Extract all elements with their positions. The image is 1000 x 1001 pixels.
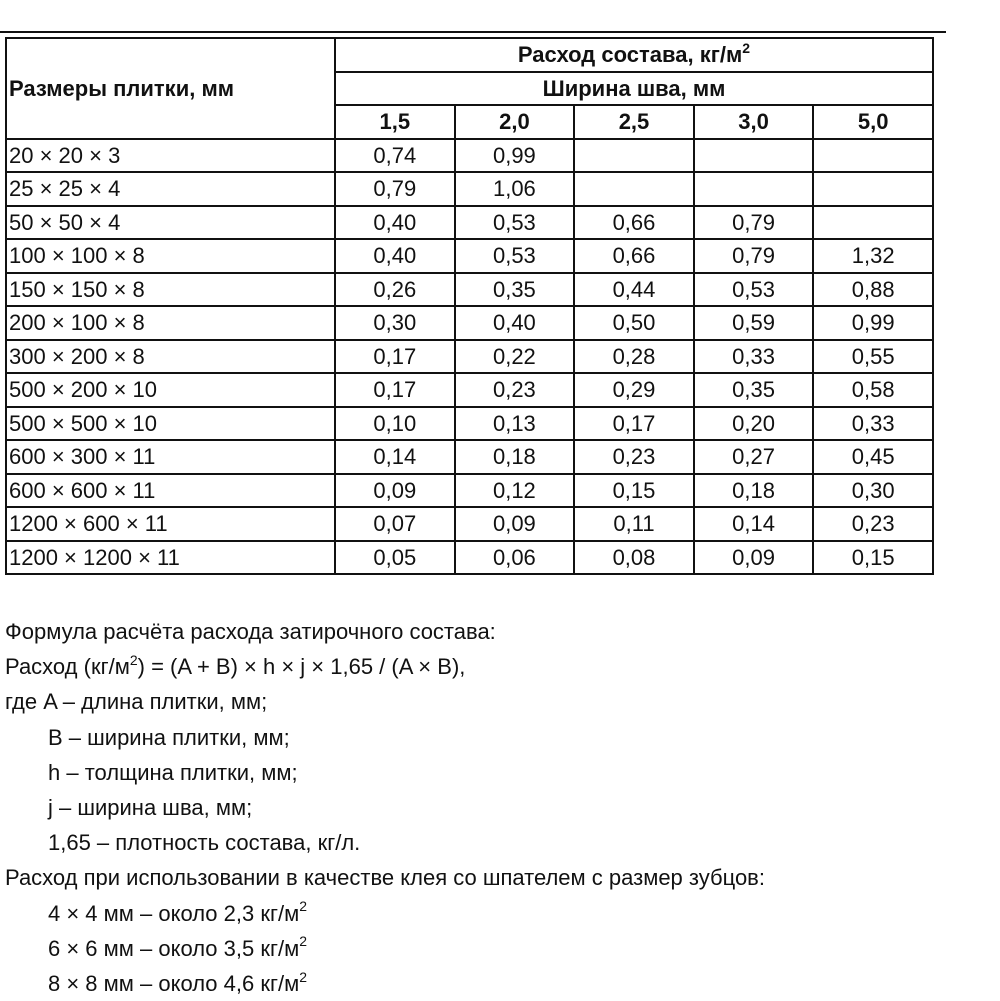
consumption-value-cell: 0,14 [694, 507, 814, 541]
consumption-value-cell: 0,15 [574, 474, 694, 508]
consumption-header-sup: 2 [742, 40, 750, 56]
consumption-value-cell: 0,23 [574, 440, 694, 474]
notes-block [5, 614, 965, 1001]
top-rule [0, 31, 946, 33]
consumption-value-cell: 0,17 [335, 340, 455, 374]
definition-h: h – толщина плитки, мм; [5, 755, 965, 790]
consumption-value-cell: 0,11 [574, 507, 694, 541]
tile-size-cell: 1200 × 1200 × 11 [6, 541, 335, 575]
tile-size-header [6, 38, 335, 139]
consumption-value-cell [694, 139, 814, 173]
tile-size-cell: 300 × 200 × 8 [6, 340, 335, 374]
consumption-value-cell [813, 206, 933, 240]
table-row [6, 206, 933, 240]
joint-width-header: Ширина шва, мм [335, 72, 933, 106]
definition-density: 1,65 – плотность состава, кг/л. [5, 825, 965, 860]
adhesive-list [5, 896, 965, 1001]
table-row [6, 239, 933, 273]
consumption-value-cell: 0,35 [694, 373, 814, 407]
formula-prefix: Расход (кг/м [5, 654, 130, 679]
consumption-value-cell: 0,30 [335, 306, 455, 340]
consumption-value-cell: 0,06 [455, 541, 575, 575]
tile-size-cell: 20 × 20 × 3 [6, 139, 335, 173]
consumption-value-cell: 0,33 [813, 407, 933, 441]
adhesive-item [5, 966, 965, 1001]
tile-size-cell: 50 × 50 × 4 [6, 206, 335, 240]
table-row [6, 440, 933, 474]
joint-width-2-0: 2,0 [455, 105, 575, 139]
consumption-value-cell: 0,40 [455, 306, 575, 340]
formula-suffix: ) = (A + B) × h × j × 1,65 / (A × B), [138, 654, 466, 679]
formula-title: Формула расчёта расхода затирочного состава: [5, 614, 965, 649]
tile-size-cell: 25 × 25 × 4 [6, 172, 335, 206]
consumption-value-cell: 0,35 [455, 273, 575, 307]
tile-size-cell: 150 × 150 × 8 [6, 273, 335, 307]
consumption-value-cell: 0,27 [694, 440, 814, 474]
joint-width-5-0: 5,0 [813, 105, 933, 139]
adhesive-item [5, 931, 965, 966]
tile-size-cell: 500 × 500 × 10 [6, 407, 335, 441]
adhesive-title: Расход при использовании в качестве клея со шпателем с размер зубцов: [5, 860, 965, 895]
table-row [6, 306, 933, 340]
consumption-value-cell: 0,23 [813, 507, 933, 541]
consumption-value-cell [694, 172, 814, 206]
tile-size-cell: 1200 × 600 × 11 [6, 507, 335, 541]
consumption-value-cell: 0,40 [335, 239, 455, 273]
joint-width-2-5: 2,5 [574, 105, 694, 139]
tile-size-cell: 500 × 200 × 10 [6, 373, 335, 407]
consumption-value-cell: 0,05 [335, 541, 455, 575]
formula-sup: 2 [130, 652, 138, 668]
table-row [6, 373, 933, 407]
table-row [6, 172, 933, 206]
consumption-table-body [6, 139, 933, 575]
consumption-value-cell: 0,23 [455, 373, 575, 407]
consumption-value-cell: 0,30 [813, 474, 933, 508]
adhesive-item-text: 8 × 8 мм – около 4,6 кг/м [48, 971, 299, 996]
consumption-value-cell: 1,06 [455, 172, 575, 206]
consumption-value-cell: 0,53 [455, 206, 575, 240]
consumption-header-text: Расход состава, кг/м [518, 42, 742, 67]
consumption-value-cell: 0,40 [335, 206, 455, 240]
consumption-value-cell: 0,09 [455, 507, 575, 541]
consumption-value-cell: 0,58 [813, 373, 933, 407]
table-row [6, 407, 933, 441]
tile-size-header-text: Размеры плитки, мм [9, 76, 234, 101]
consumption-header [335, 38, 933, 72]
consumption-value-cell [574, 172, 694, 206]
consumption-value-cell: 0,53 [694, 273, 814, 307]
consumption-value-cell: 0,79 [694, 206, 814, 240]
consumption-value-cell: 0,74 [335, 139, 455, 173]
adhesive-item [5, 896, 965, 931]
consumption-value-cell: 1,32 [813, 239, 933, 273]
table-row [6, 340, 933, 374]
consumption-value-cell: 0,26 [335, 273, 455, 307]
adhesive-item-sup: 2 [299, 969, 307, 985]
consumption-value-cell: 0,29 [574, 373, 694, 407]
consumption-value-cell: 0,09 [335, 474, 455, 508]
consumption-value-cell: 0,07 [335, 507, 455, 541]
consumption-value-cell [813, 139, 933, 173]
consumption-table [5, 37, 934, 575]
consumption-value-cell [813, 172, 933, 206]
tile-size-cell: 600 × 600 × 11 [6, 474, 335, 508]
consumption-value-cell: 0,53 [455, 239, 575, 273]
adhesive-item-sup: 2 [299, 898, 307, 914]
definition-j: j – ширина шва, мм; [5, 790, 965, 825]
tile-size-cell: 100 × 100 × 8 [6, 239, 335, 273]
table-row [6, 139, 933, 173]
consumption-value-cell: 0,99 [813, 306, 933, 340]
consumption-value-cell: 0,10 [335, 407, 455, 441]
table-row [6, 541, 933, 575]
tile-size-cell: 600 × 300 × 11 [6, 440, 335, 474]
joint-width-1-5: 1,5 [335, 105, 455, 139]
consumption-value-cell: 0,33 [694, 340, 814, 374]
adhesive-item-text: 6 × 6 мм – около 3,5 кг/м [48, 936, 299, 961]
consumption-value-cell: 0,88 [813, 273, 933, 307]
table-row [6, 273, 933, 307]
consumption-value-cell: 0,20 [694, 407, 814, 441]
consumption-value-cell: 0,66 [574, 239, 694, 273]
consumption-value-cell: 0,79 [335, 172, 455, 206]
consumption-value-cell: 0,12 [455, 474, 575, 508]
consumption-value-cell: 0,55 [813, 340, 933, 374]
consumption-value-cell: 0,13 [455, 407, 575, 441]
consumption-value-cell: 0,22 [455, 340, 575, 374]
consumption-value-cell: 0,99 [455, 139, 575, 173]
consumption-value-cell: 0,44 [574, 273, 694, 307]
formula-line [5, 649, 965, 684]
consumption-value-cell: 0,09 [694, 541, 814, 575]
consumption-value-cell: 0,17 [574, 407, 694, 441]
adhesive-item-text: 4 × 4 мм – около 2,3 кг/м [48, 901, 299, 926]
consumption-value-cell [574, 139, 694, 173]
consumption-value-cell: 0,79 [694, 239, 814, 273]
consumption-value-cell: 0,59 [694, 306, 814, 340]
tile-size-cell: 200 × 100 × 8 [6, 306, 335, 340]
definition-a: где A – длина плитки, мм; [5, 684, 965, 719]
consumption-value-cell: 0,18 [455, 440, 575, 474]
consumption-value-cell: 0,50 [574, 306, 694, 340]
consumption-value-cell: 0,17 [335, 373, 455, 407]
consumption-value-cell: 0,08 [574, 541, 694, 575]
consumption-value-cell: 0,28 [574, 340, 694, 374]
consumption-value-cell: 0,15 [813, 541, 933, 575]
table-row [6, 507, 933, 541]
joint-width-3-0: 3,0 [694, 105, 814, 139]
consumption-value-cell: 0,14 [335, 440, 455, 474]
definition-b: B – ширина плитки, мм; [5, 720, 965, 755]
adhesive-item-sup: 2 [299, 933, 307, 949]
consumption-value-cell: 0,45 [813, 440, 933, 474]
consumption-value-cell: 0,18 [694, 474, 814, 508]
table-row [6, 474, 933, 508]
consumption-value-cell: 0,66 [574, 206, 694, 240]
